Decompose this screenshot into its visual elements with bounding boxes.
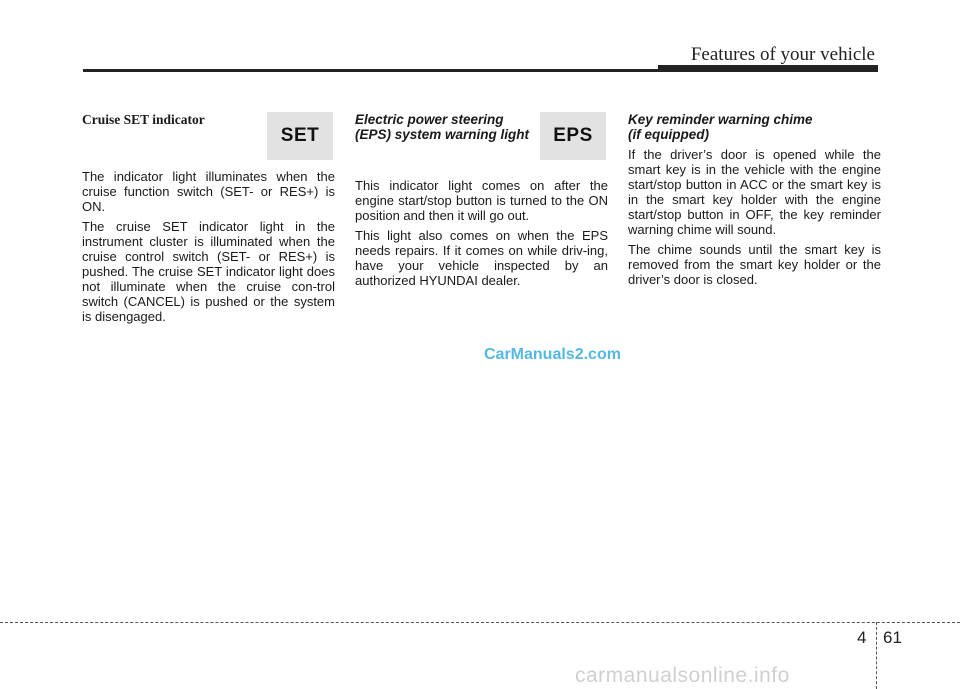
section-heading: Cruise SET indicator [82,112,205,127]
section-key-reminder [628,112,881,292]
section-heading-line2: (if equipped) [628,127,709,142]
paragraph: If the driver’s door is opened while the smart key is in the vehicle with the engine start/stop button in ACC or the smart key is in the smart key holder with the engine start/stop button in OFF, the key reminder warning chime will sound. [628,147,881,237]
footer-divider [876,622,877,689]
footer-rule [0,622,960,623]
set-indicator-icon: SET [267,112,333,160]
page-number: 61 [883,628,902,647]
section-heading-line1: Electric power steering [355,112,504,127]
header-rule-accent [658,65,878,72]
section-heading-line1: Key reminder warning chime [628,112,813,127]
chapter-number: 4 [857,628,867,647]
watermark-link[interactable]: CarManuals2.com [484,346,621,363]
paragraph: This light also comes on when the EPS needs repairs. If it comes on while driv-ing, have your vehicle inspected by an authorized HYUNDAI dealer. [355,228,608,288]
paragraph: The cruise SET indicator light in the instrument cluster is illuminated when the cruise control switch (SET- or RES+) is pushed. The cruise SET indicator light does not illuminate when the cruise con-trol switch (CANCEL) is pushed or the system is disengaged. [82,219,335,324]
eps-warning-icon: EPS [540,112,606,160]
paragraph: The chime sounds until the smart key is removed from the smart key holder or the driver’s door is closed. [628,242,881,287]
header-title: Features of your vehicle [690,44,875,65]
paragraph: The indicator light illuminates when the cruise function switch (SET- or RES+) is ON. [82,169,335,214]
site-watermark[interactable]: carmanualsonline.info [575,664,790,687]
paragraph: This indicator light comes on after the engine start/stop button is turned to the ON position and then it will go out. [355,178,608,223]
section-heading-line2: (EPS) system warning light [355,127,530,142]
